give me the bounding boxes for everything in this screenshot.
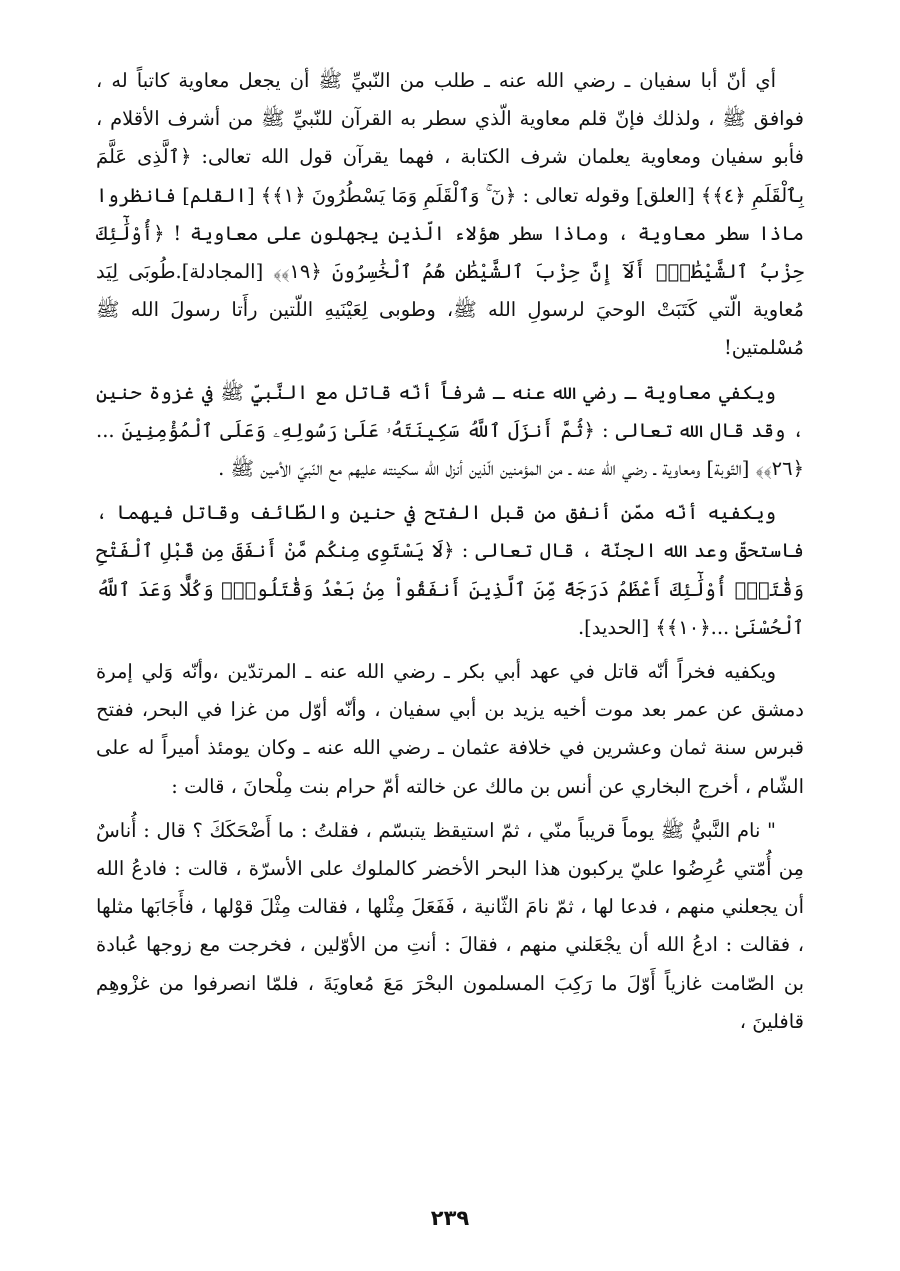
paragraph-5: " نام النَّبيُّ ﷺ يوماً قريباً منّي ، ثمّ استيقظ يتبسّم ، فقلتُ : ما أَضْحَكَكَ ؟ قال : أُناسٌ مِن أُمّتي عُرِضُوا عليّ يركبون هذا البحر الأخضر كالملوك على الأسرّة ، قالت : فادعُ الله أن يجعلني منهم ، فدعا لها ، ثمّ نامَ الثّانية ، فَفَعَلَ مِثْلها ، فقالت مِثْلَ قوْلها ، فأَجَابَها مثلها ، فقالت : ادعُ الله أن يجْعَلني منهم ، فقالَ : أنتِ من الأوّلين ، فخرجت مع زوجها عُبادة بن الصّامت غازياً أَوّلَ ما رَكِبَ المسلمون البحْرَ مَعَ مُعاويَةَ ، فلمّا انصرفوا من غزْوهِم قافلينَ ، <box>96 818 804 1033</box>
paragraph-2: ويكفي معاوية ـ رضي الله عنه ـ شرفاً أنّه قاتل مع النَّبيِّ ﷺ في غزوة حنين ، وقد قال الله تعالى : ﴿ثُمَّ أَنزَلَ ٱللَّهُ سَكِينَتَهُۥ عَلَىٰ رَسُولِهِۦ وَعَلَى ٱلْمُؤْمِنِينَ ...﴿٢٦﴾﴾ [التّوبة] ومعاوية ـ رضي الله عنه ـ من المؤمنين الّذين أنزل الله سكينته عليهم مع النّبيّ الأمين ﷺ . <box>96 380 804 481</box>
paragraph-1: أي أنّ أبا سفيان ـ رضي الله عنه ـ طلب من النّبيِّ ﷺ أن يجعل معاوية كاتباً له ، فوافق ﷺ ، ولذلك فإنّ قلم معاوية الّذي سطر به القرآن للنّبيِّ ﷺ من أشرف الأقلام ، فأبو سفيان ومعاوية يعلمان شرف الكتابة ، فهما يقرآن قول الله تعالى: ﴿ٱلَّذِى عَلَّمَ بِٱلْقَلَمِ ﴿٤﴾﴾ [العلق] وقوله تعالى : ﴿نٓ ۚ وَٱلْقَلَمِ وَمَا يَسْطُرُونَ ﴿١﴾﴾ [القلم] فانظروا ماذا سطر معاوية ، وماذا سطر هؤلاء الّذين يجهلون على معاوية ! ﴿أُوْلَٰٓئِكَ حِزْبُ ٱلشَّيْطَٰنِۚ أَلَآ إِنَّ حِزْبَ ٱلشَّيْطَٰنِ هُمُ ٱلْخَٰسِرُونَ ﴿١٩﴾﴾ [المجادلة].طُوبَى لِيَد مُعاوية الّتي كَتَبَتْ الوحيَ لرسولِ الله ﷺ، وطوبى لِعَيْنَيهِ اللّتين رأَتا رسولَ الله ﷺ مُسْلمتين! <box>96 69 805 360</box>
paragraph-4: ويكفيه فخراً أنّه قاتل في عهد أبي بكر ـ رضي الله عنه ـ المرتدّين ،وأنّه وَلي إمرة دمشق عن عمر بعد موت أخيه يزيد بن أبي سفيان ، وأنّه أوّل من غزا في البحر، ففتح قبرس سنة ثمان وعشرين في خلافة عثمان ـ رضي الله عنه ـ وكان يومئذ أميراً له على الشّام ، أخرج البخاري عن أنس بن مالك عن خالته أمّ حرام بنت مِلْحانَ ، قالت : <box>96 660 804 798</box>
page-number: ٢٣٩ <box>430 1206 470 1230</box>
paragraph-3: ويكفيه أنّه ممّن أنفق من قبل الفتح في حنين والطّائف وقاتل فيهما ، فاستحقّ وعد الله الجنّة ، قال تعالى : ﴿لَا يَسْتَوِى مِنكُم مَّنْ أَنفَقَ مِن قَبْلِ ٱلْفَتْحِ وَقَٰتَلَۚ أُوْلَٰٓئِكَ أَعْظَمُ دَرَجَةً مِّنَ ٱلَّذِينَ أَنفَقُواْ مِنۢ بَعْدُ وَقَٰتَلُواْۚ وَكُلًّا وَعَدَ ٱللَّهُ ٱلْحُسْنَىٰ ...﴿١٠﴾﴾ [الحديد]. <box>96 501 804 639</box>
